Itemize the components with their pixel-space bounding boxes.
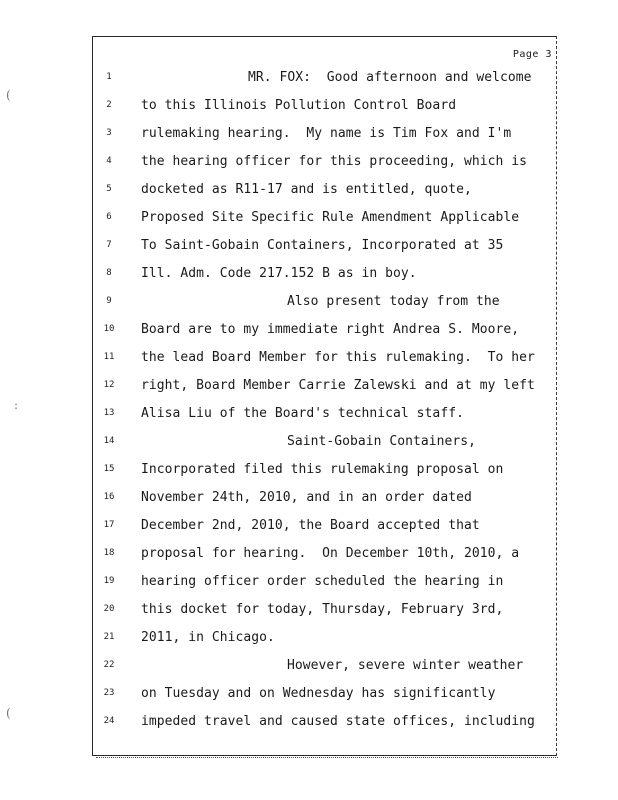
line-text: rulemaking hearing. My name is Tim Fox and I'm xyxy=(141,126,512,141)
line-text: Alisa Liu of the Board's technical staff. xyxy=(141,406,464,421)
line-number: 7 xyxy=(106,240,112,250)
line-number: 1 xyxy=(106,72,112,82)
line-number: 18 xyxy=(103,548,115,558)
line-text: the hearing officer for this proceeding, which is xyxy=(141,154,527,169)
page-frame-bottom-shadow xyxy=(96,755,558,758)
line-number: 3 xyxy=(106,128,112,138)
line-number: 11 xyxy=(103,352,115,362)
line-text: docketed as R11-17 and is entitled, quote, xyxy=(141,182,472,197)
line-text: Also present today from the xyxy=(287,294,500,309)
line-number: 12 xyxy=(103,380,115,390)
line-number: 2 xyxy=(106,100,112,110)
line-text: proposal for hearing. On December 10th, 2010, a xyxy=(141,546,520,561)
line-number: 16 xyxy=(103,492,115,502)
line-number: 6 xyxy=(106,212,112,222)
scan-artifact-mark: ( xyxy=(6,88,11,102)
line-number: 4 xyxy=(106,156,112,166)
line-text: impeded travel and caused state offices, including xyxy=(141,714,535,729)
line-number: 13 xyxy=(103,408,115,418)
page-number: Page 3 xyxy=(512,49,552,60)
page-frame-right-edge xyxy=(556,36,560,756)
line-text: Saint-Gobain Containers, xyxy=(287,434,477,449)
line-number: 14 xyxy=(103,436,115,446)
line-number: 9 xyxy=(106,296,112,306)
line-number: 20 xyxy=(103,604,115,614)
line-number: 5 xyxy=(106,184,112,194)
line-text: this docket for today, Thursday, February 3rd, xyxy=(141,602,504,617)
line-text: right, Board Member Carrie Zalewski and at my left xyxy=(141,378,535,393)
line-text: MR. FOX: Good afternoon and welcome xyxy=(248,70,532,85)
line-text: Ill. Adm. Code 217.152 B as in boy. xyxy=(141,266,417,281)
line-text: the lead Board Member for this rulemaking. To her xyxy=(141,350,535,365)
scan-artifact-mark: : xyxy=(14,398,19,412)
line-text: Proposed Site Specific Rule Amendment Applicable xyxy=(141,210,520,225)
line-text: However, severe winter weather xyxy=(287,658,524,673)
line-number: 8 xyxy=(106,268,112,278)
line-text: Board are to my immediate right Andrea S. Moore, xyxy=(141,322,520,337)
line-text: 2011, in Chicago. xyxy=(141,630,275,645)
line-number: 10 xyxy=(103,324,115,334)
line-text: hearing officer order scheduled the hearing in xyxy=(141,574,504,589)
line-number: 17 xyxy=(103,520,115,530)
line-number: 15 xyxy=(103,464,115,474)
scan-artifact-mark: ( xyxy=(6,706,11,720)
line-number: 24 xyxy=(103,716,115,726)
line-text: Incorporated filed this rulemaking proposal on xyxy=(141,462,504,477)
page-frame xyxy=(92,36,557,756)
line-text: To Saint-Gobain Containers, Incorporated at 35 xyxy=(141,238,504,253)
line-text: December 2nd, 2010, the Board accepted that xyxy=(141,518,480,533)
line-number: 19 xyxy=(103,576,115,586)
line-number: 23 xyxy=(103,688,115,698)
line-text: on Tuesday and on Wednesday has significantly xyxy=(141,686,496,701)
line-text: November 24th, 2010, and in an order dated xyxy=(141,490,472,505)
line-text: to this Illinois Pollution Control Board xyxy=(141,98,457,113)
line-number: 22 xyxy=(103,660,115,670)
line-number: 21 xyxy=(103,632,115,642)
